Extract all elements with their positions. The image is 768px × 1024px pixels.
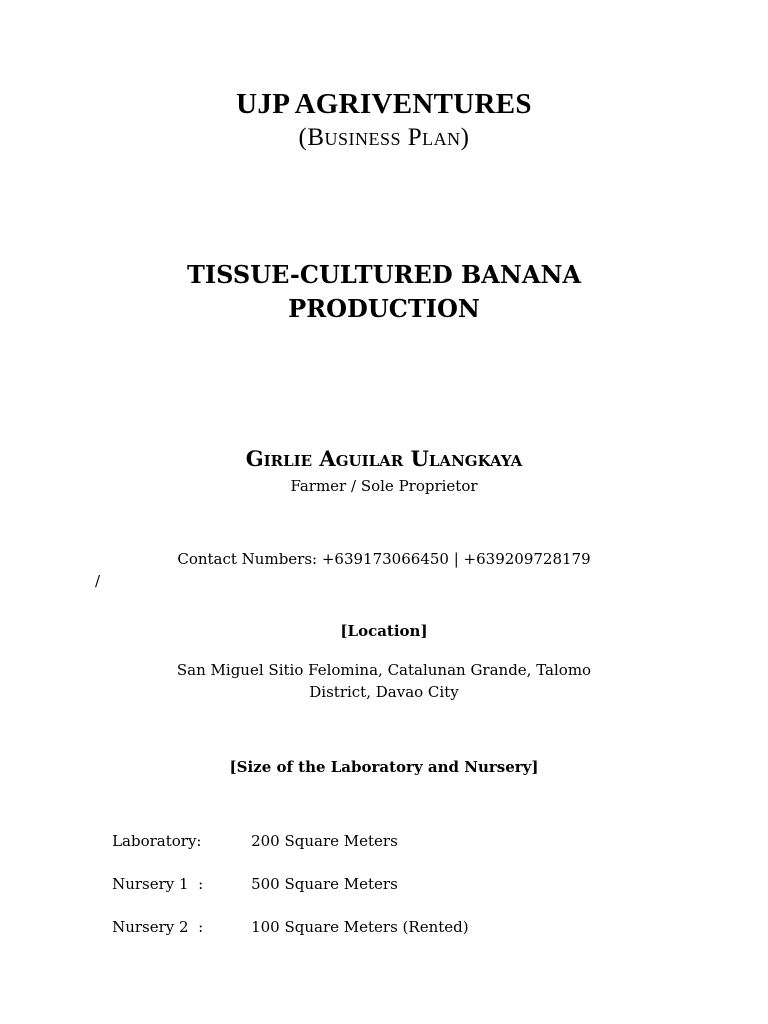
size-label: Laboratory: <box>112 832 202 850</box>
size-value: 200 Square Meters <box>251 832 398 850</box>
document-title-line-2: PRODUCTION <box>288 294 480 323</box>
contact-numbers: Contact Numbers: +639173066450 | +639209728179 <box>177 550 591 568</box>
location-address-line-1: San Miguel Sitio Felomina, Catalunan Grande, Talomo <box>176 661 592 679</box>
document-type: (Business Plan) <box>298 124 470 151</box>
size-value: 500 Square Meters <box>251 875 398 893</box>
size-label: Nursery 2 : <box>112 918 204 936</box>
location-address-line-2: District, Davao City <box>309 683 459 701</box>
owner-name: Girlie Aguilar Ulangkaya <box>245 446 523 471</box>
company-name: UJP AGRIVENTURES <box>236 88 532 120</box>
document-title-line-1: TISSUE-CULTURED BANANA <box>186 260 582 289</box>
size-value: 100 Square Meters (Rented) <box>251 918 469 936</box>
document-title <box>0 258 768 326</box>
size-row-nursery-2 <box>93 900 469 954</box>
location-heading: [Location] <box>340 622 428 640</box>
location-address <box>0 659 768 703</box>
owner-role: Farmer / Sole Proprietor <box>290 477 478 495</box>
contact-trailing-slash: / <box>95 572 101 590</box>
size-heading: [Size of the Laboratory and Nursery] <box>229 758 539 776</box>
size-label: Nursery 1 : <box>112 875 204 893</box>
